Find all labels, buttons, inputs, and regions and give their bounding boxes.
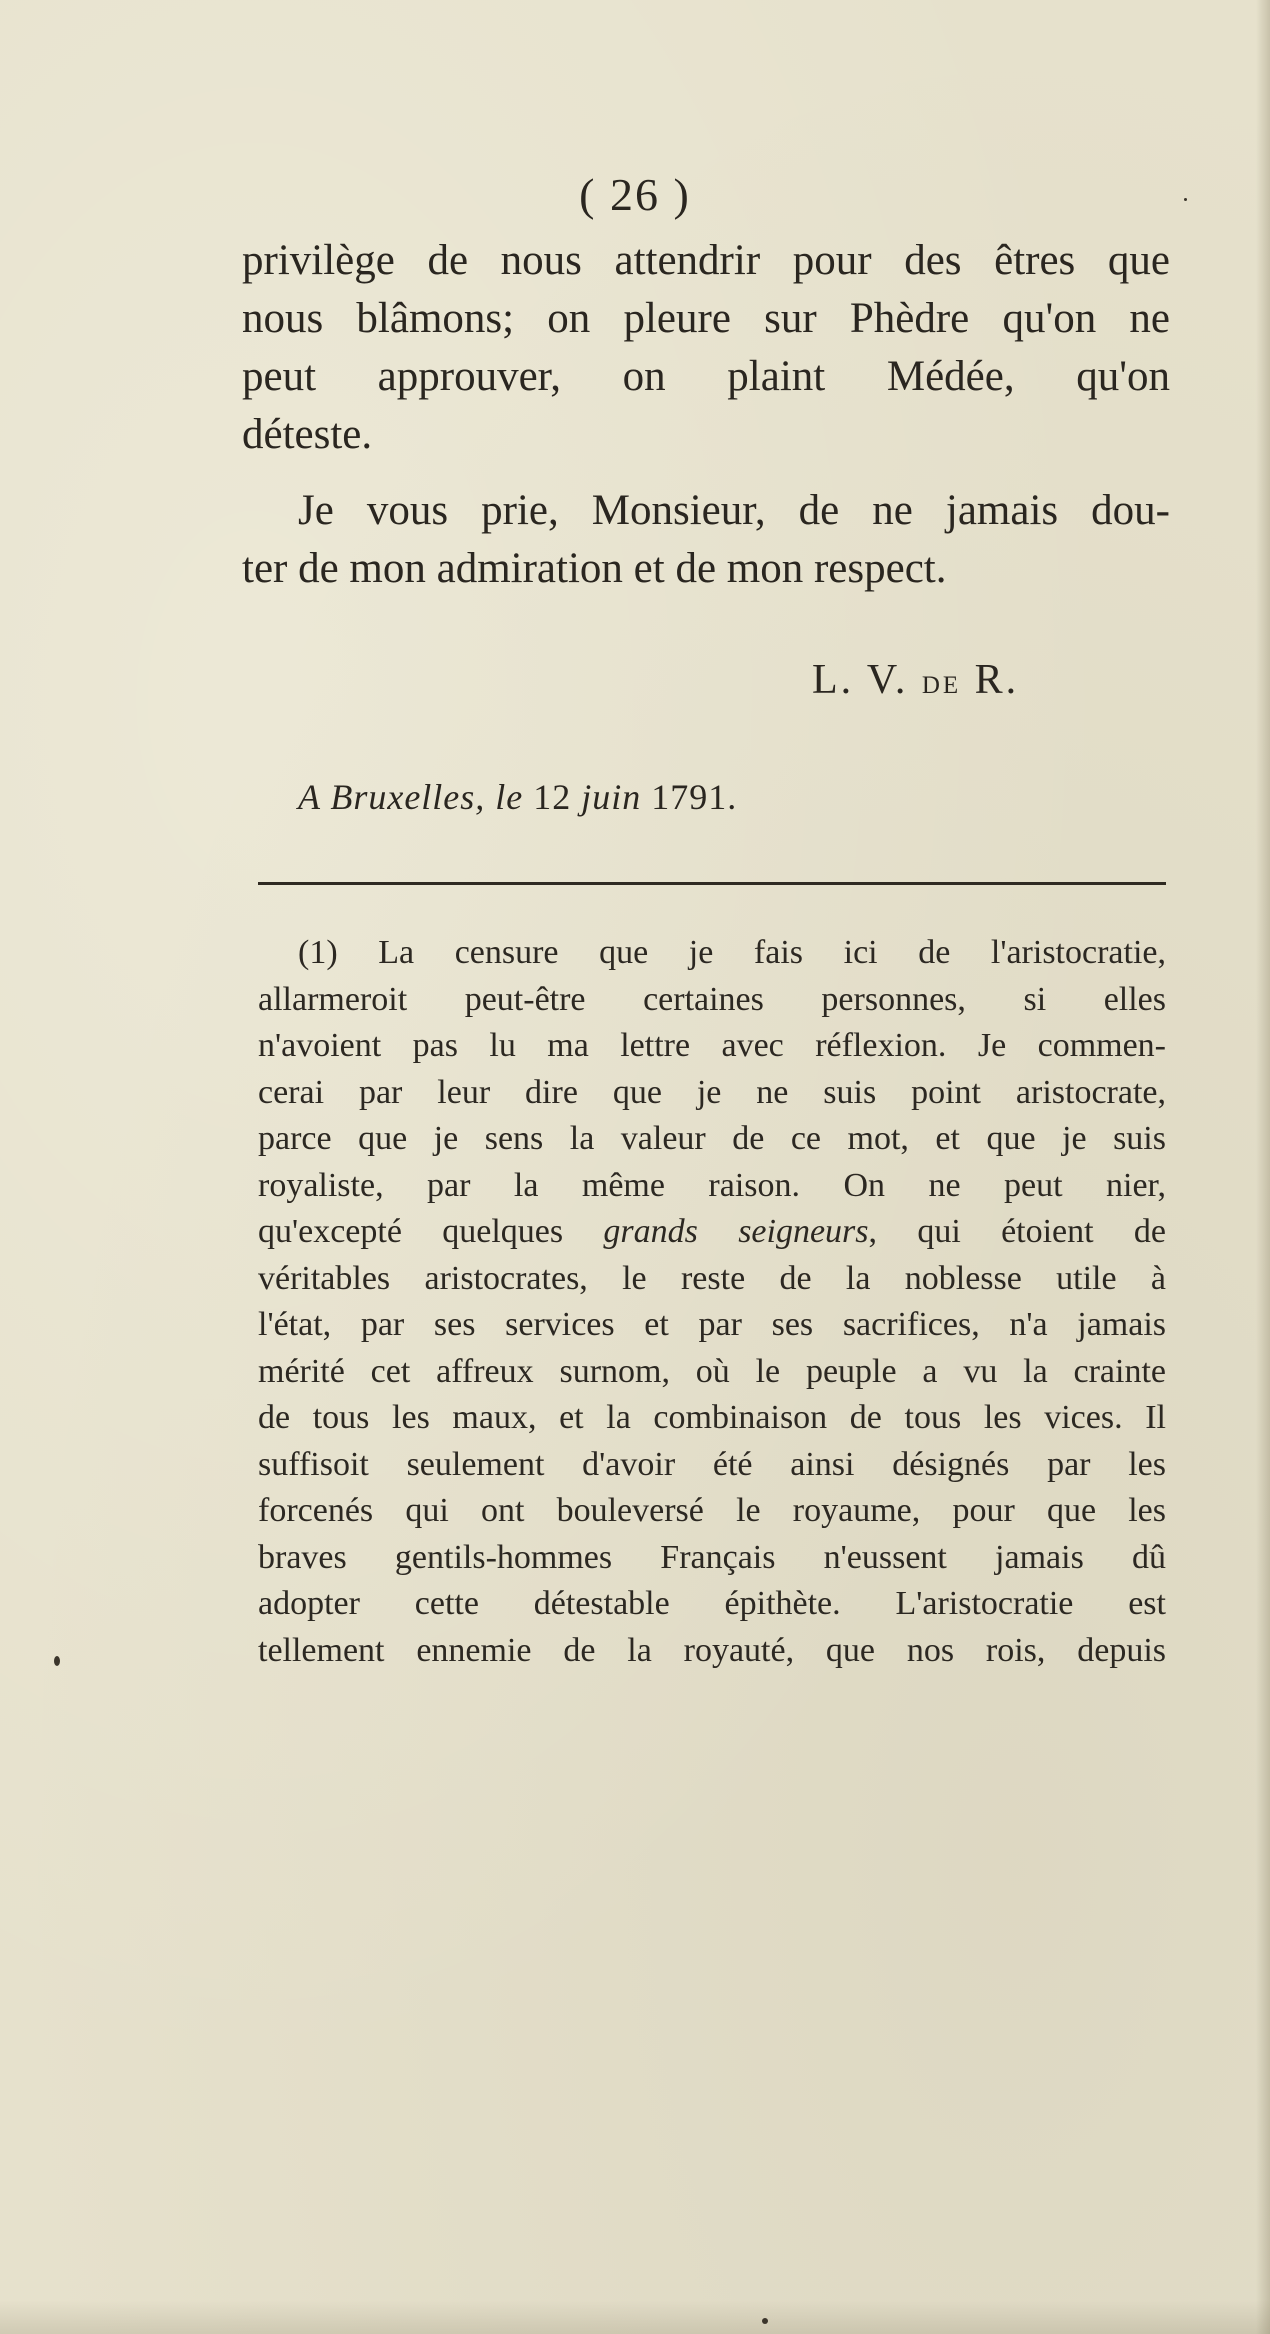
footnote-line: suffisoit seulement d'avoir été ainsi désignés par les [258,1445,1166,1483]
footnote-line: l'état, par ses services et par ses sacrifices, n'a jamais [258,1306,1166,1343]
signature-particle: de [921,661,962,701]
paper-speck [54,1656,60,1666]
footnote-line: royaliste, par la même raison. On ne peut nier, [258,1166,1166,1204]
letter-paragraph [242,232,1170,464]
dateline-year: 1791. [651,777,738,817]
footnote-text: qu'excepté quelques [258,1213,564,1250]
closing-paragraph [242,482,1170,598]
footnote-text: , qui étoient de [868,1213,1166,1250]
paper-speck [1184,198,1187,201]
footnote-line: tellement ennemie de la royauté, que nos rois, depuis [258,1631,1166,1669]
page-edge-shadow [1256,0,1270,2334]
footnote-line: parce que je sens la valeur de ce mot, et que je suis [258,1120,1166,1157]
footnote-line: cerai par leur dire que je ne suis point aristocrate, [258,1073,1166,1111]
footnote-line: véritables aristocrates, le reste de la noblesse utile à [258,1259,1166,1297]
dateline [298,776,737,818]
footnote-line: de tous les maux, et la combinaison de tous les vices. Il [258,1399,1166,1436]
page-number: ( 26 ) [579,169,691,220]
signature-final: R. [974,657,1020,703]
footnote-line: (1) La censure que je fais ici de l'aristocratie, [298,934,1166,971]
footnote-line: braves gentils-hommes Français n'eussent jamais dû [258,1538,1166,1576]
footnote-divider [258,882,1166,885]
footnote-emphasis: grands seigneurs [603,1213,869,1250]
footnote-line-italic [258,1209,1166,1256]
page-bottom-shadow [0,2300,1270,2334]
dateline-place: A Bruxelles, le [298,777,524,817]
dateline-day: 12 [533,777,572,817]
closing-line: ter de mon admiration et de mon respect. [242,545,947,592]
letter-line: privilège de nous attendrir pour des êtres que [242,237,1170,284]
signature [812,656,1019,704]
footnote-line: n'avoient pas lu ma lettre avec réflexion. Je commen- [258,1027,1166,1064]
footnote-line: allarmeroit peut-être certaines personnes, si elles [258,980,1166,1018]
closing-line: Je vous prie, Monsieur, de ne jamais dou- [298,487,1170,534]
letter-line: nous blâmons; on pleure sur Phèdre qu'on ne [242,295,1170,342]
footnote [258,930,1166,1674]
footnote-line: adopter cette détestable épithète. L'aristocratie est [258,1585,1166,1622]
letter-line: peut approuver, on plaint Médée, qu'on [242,353,1170,400]
dateline-month: juin [581,777,642,817]
paper-speck [762,2318,768,2324]
footnote-line: mérité cet affreux surnom, où le peuple a vu la crainte [258,1352,1166,1390]
letter-line: déteste. [242,411,373,458]
signature-initials: L. V. [812,657,909,703]
footnote-line: forcenés qui ont bouleversé le royaume, pour que les [258,1492,1166,1529]
